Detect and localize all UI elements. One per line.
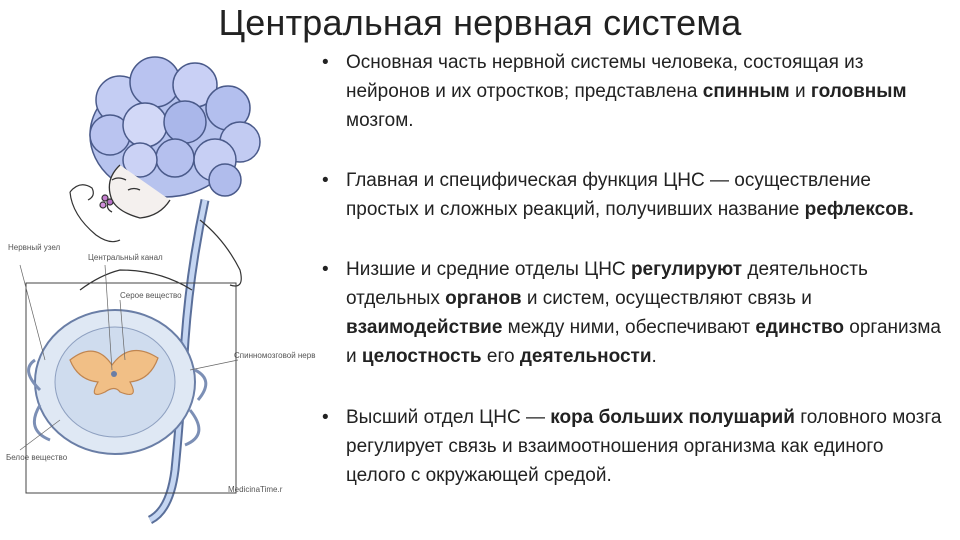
label-central-canal: Центральный канал	[88, 253, 163, 262]
text-run: Главная и специфическая функция ЦНС — осуществление простых и сложных реакций, получивших название	[346, 170, 871, 220]
bold-term: спинным	[702, 81, 790, 102]
bullet-item: • Низшие и средние отделы ЦНС регулируют деятельность отдельных органов и систем, осуществляют связь и взаимодействие между ними, обеспечивают единство организма и целостность его деятельности.	[322, 259, 941, 367]
slide-title: Центральная нервная система	[218, 2, 742, 43]
bullet-item: • Основная часть нервной системы человека, состоящая из нейронов и их отростков; представлена спинным и головным мозгом.	[322, 52, 907, 131]
bold-term: единство	[755, 317, 845, 338]
bullet-text	[346, 170, 914, 220]
text-run: деятельность отдельных	[346, 259, 868, 309]
bold-term: рефлексов.	[804, 199, 914, 220]
bold-term: деятельности	[519, 346, 652, 367]
bold-term: органов	[445, 288, 522, 309]
bullet-text	[346, 407, 941, 486]
text-run: Низшие и средние отделы ЦНС	[346, 259, 631, 280]
bold-term: регулируют	[630, 259, 743, 280]
bold-term: головным	[810, 81, 907, 102]
text-run: Основная часть нервной системы человека, состоящая из нейронов и их отростков; представлена	[346, 52, 864, 102]
text-run: головного мозга регулирует связь и взаимоотношения организма как единого целого с окружающей средой.	[346, 407, 942, 486]
bullet-text	[346, 259, 941, 367]
label-white-matter: Белое вещество	[6, 453, 68, 462]
bold-term: целостность	[361, 346, 482, 367]
text-run: .	[651, 346, 657, 367]
text-run: его	[481, 346, 520, 367]
text-run: мозгом.	[346, 110, 414, 131]
text-run: и систем, осуществляют связь и	[521, 288, 812, 309]
bullet-text	[346, 52, 907, 131]
bullet-item: • Высший отдел ЦНС — кора больших полушарий головного мозга регулирует связь и взаимоотношения организма как единого целого с окружающей средой.	[322, 407, 942, 486]
text-run: Высший отдел ЦНС —	[346, 407, 551, 428]
cns-illustration	[0, 40, 330, 540]
text-run: организма и	[346, 317, 941, 367]
label-gray-matter: Серое вещество	[120, 291, 182, 300]
bullet-list	[318, 48, 948, 490]
bold-term: взаимодействие	[346, 317, 503, 338]
bold-term: кора больших полушарий	[550, 407, 795, 428]
label-spinal-nerve: Спинномозговой нерв	[234, 351, 316, 360]
text-run: между ними, обеспечивают	[502, 317, 756, 338]
label-nerve-node: Нервный узел	[8, 243, 61, 252]
text-run: и	[789, 81, 811, 102]
watermark: MedicinaTime.r	[228, 485, 283, 494]
bullet-item: • Главная и специфическая функция ЦНС — осуществление простых и сложных реакций, получивших название рефлексов.	[322, 170, 914, 220]
